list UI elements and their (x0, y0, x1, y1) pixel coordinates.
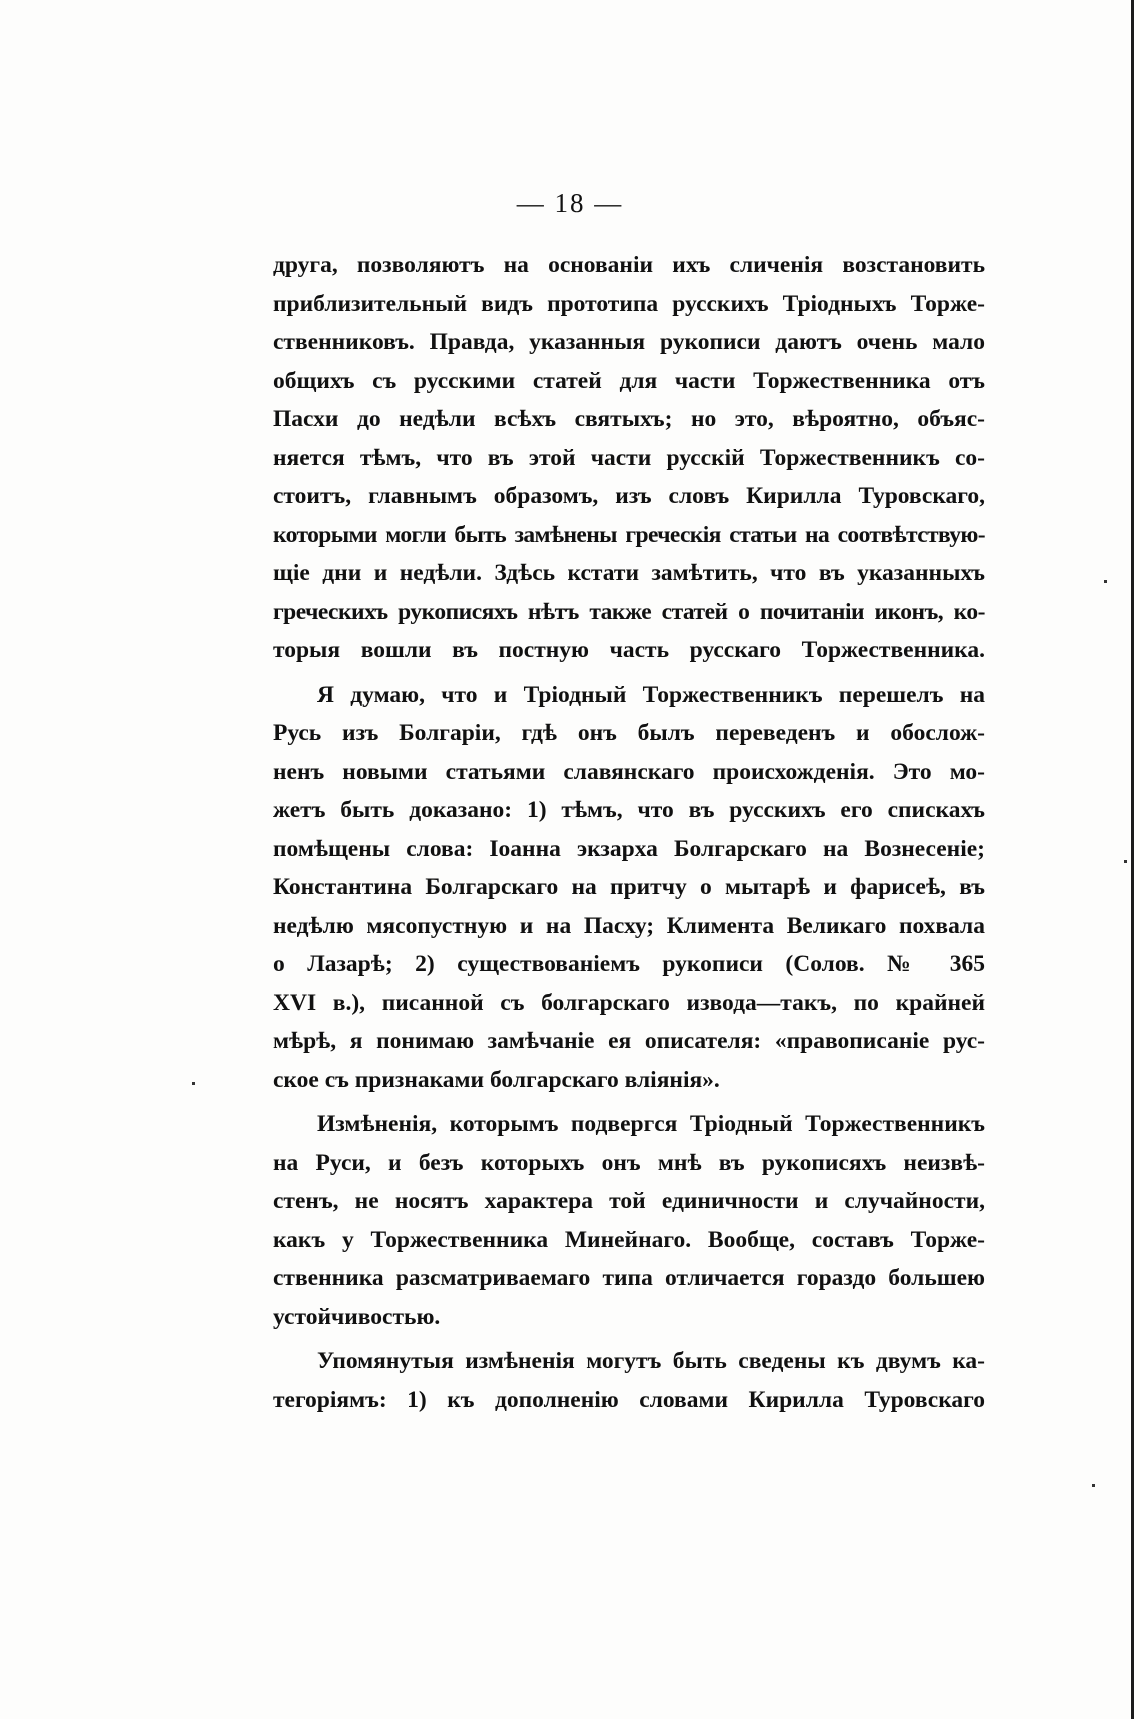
paragraph-3 (273, 1105, 985, 1336)
text-line: стенъ, не носятъ характера той единичности и случайности, (273, 1188, 985, 1214)
text-line: устойчивостью. (273, 1303, 441, 1330)
text-line: жетъ быть доказано: 1) тѣмъ, что въ русскихъ его спискахъ (273, 797, 985, 823)
text-line: общихъ съ русскими статей для части Торжественника отъ (273, 367, 985, 394)
page-number: — 18 — (516, 188, 624, 218)
text-line: приблизительный видъ прототипа русскихъ Трiодныхъ Торже- (273, 290, 985, 317)
page-edge-line (1131, 0, 1134, 1719)
text-line: друга, позволяютъ на основанiи ихъ сличенiя возстановить (273, 252, 985, 278)
text-line: о Лазарѣ; 2) существованiемъ рукописи (Солов. № 365 (273, 951, 985, 977)
text-line: помѣщены слова: Iоанна экзарха Болгарскаго на Вознесенiе; (273, 835, 985, 862)
text-line: Русь изъ Болгарiи, гдѣ онъ былъ переведенъ и обослож- (273, 720, 985, 746)
text-line: Константина Болгарскаго на притчу о мытарѣ и фарисеѣ, въ (273, 874, 985, 900)
text-line: няется тѣмъ, что въ этой части русскiй Торжественникъ со- (273, 444, 985, 471)
scan-speck (192, 1082, 195, 1085)
text-line: тегорiямъ: 1) къ дополненiю словами Кирилла Туровскаго (273, 1386, 985, 1413)
text-line: XVI в.), писанной съ болгарскаго извода—такъ, по крайней (273, 989, 985, 1016)
text-line: ственниковъ. Правда, указанныя рукописи даютъ очень мало (273, 329, 985, 355)
text-line: торыя вошли въ постную часть русскаго Торжественника. (273, 637, 985, 663)
text-line: щiе дни и недѣли. Здѣсь кстати замѣтить, что въ указанныхъ (273, 560, 985, 586)
paragraph-2 (273, 676, 985, 1100)
text-line: какъ у Торжественника Минейнаго. Вообще, составъ Торже- (273, 1226, 985, 1253)
scan-speck (1104, 580, 1107, 583)
scan-speck (1124, 860, 1127, 863)
text-line: мѣрѣ, я понимаю замѣчанiе ея описателя: «правописанiе рус- (273, 1028, 985, 1054)
paragraph-1 (273, 246, 985, 670)
text-line: Измѣненiя, которымъ подвергся Трiодный Торжественникъ (317, 1111, 985, 1137)
text-line: греческихъ рукописяхъ нѣтъ также статей о почитанiи иконъ, ко- (273, 598, 985, 625)
text-line: стоитъ, главнымъ образомъ, изъ словъ Кирилла Туровскаго, (273, 483, 985, 509)
text-line: недѣлю мясопустную и на Пасху; Климента Великаго похвала (273, 912, 985, 939)
text-line: Упомянутыя измѣненiя могутъ быть сведены къ двумъ ка- (317, 1348, 985, 1374)
text-line: на Руси, и безъ которыхъ онъ мнѣ въ рукописяхъ неизвѣ- (273, 1149, 985, 1176)
text-line: Пасхи до недѣли всѣхъ святыхъ; но это, вѣроятно, объяс- (273, 406, 985, 432)
text-line: которыми могли быть замѣнены греческiя статьи на соотвѣтствую- (273, 521, 985, 548)
body-text (273, 246, 985, 1419)
text-line: ственника разсматриваемаго типа отличается гораздо большею (273, 1265, 985, 1291)
paragraph-4 (273, 1342, 985, 1419)
text-line: ское съ признаками болгарскаго влiянiя». (273, 1066, 720, 1093)
text-line: ненъ новыми статьями славянскаго происхожденiя. Это мо- (273, 758, 985, 785)
scan-speck (1092, 1484, 1095, 1487)
text-line: Я думаю, что и Трiодный Торжественникъ перешелъ на (317, 681, 985, 708)
